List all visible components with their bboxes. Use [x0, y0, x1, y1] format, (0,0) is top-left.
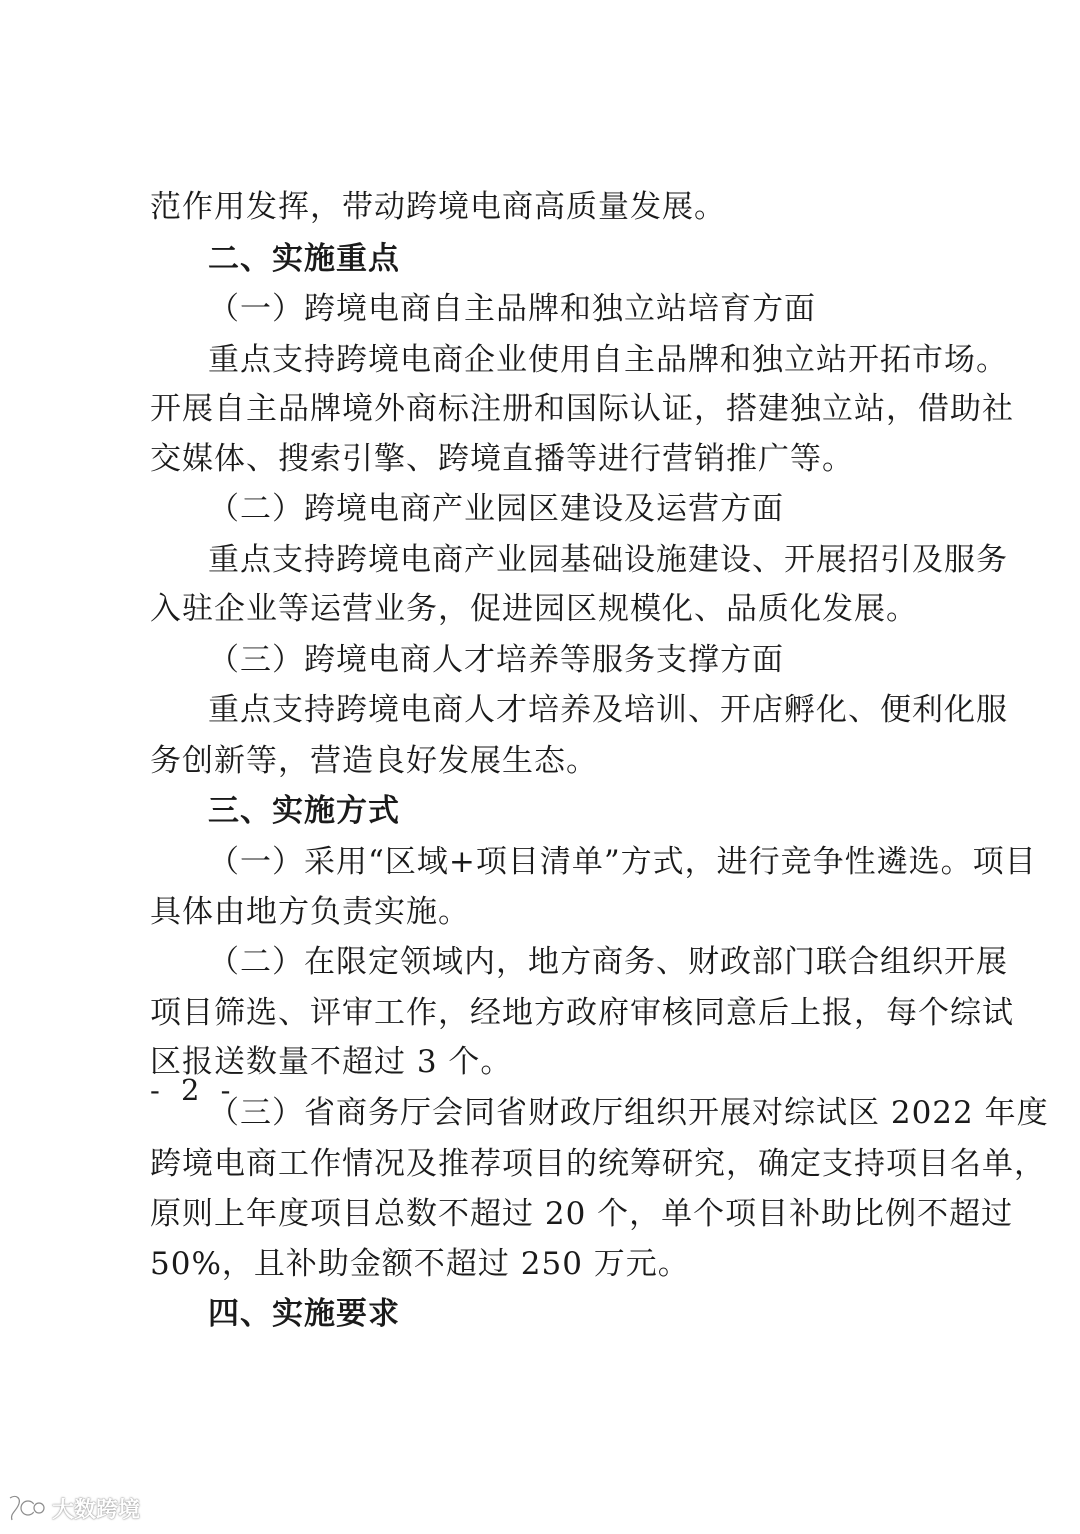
page-number: - 2 -	[150, 1073, 237, 1107]
paragraph-line: 跨境电商工作情况及推荐项目的统筹研究，确定支持项目名单，	[150, 1146, 1046, 1182]
subsection-heading: （二）跨境电商产业园区建设及运营方面	[208, 491, 784, 527]
paragraph-line: 具体由地方负责实施。	[150, 894, 470, 930]
paragraph-line: （三）省商务厅会同省财政厅组织开展对综试区 2022 年度	[208, 1095, 1049, 1131]
paragraph-line: 项目筛选、评审工作，经地方政府审核同意后上报，每个综试	[150, 995, 1014, 1031]
subsection-heading: （一）跨境电商自主品牌和独立站培育方面	[208, 291, 816, 327]
paragraph-line: 重点支持跨境电商企业使用自主品牌和独立站开拓市场。	[208, 342, 1008, 378]
paragraph-line: （二）在限定领域内，地方商务、财政部门联合组织开展	[208, 944, 1008, 980]
paragraph-line: 重点支持跨境电商人才培养及培训、开店孵化、便利化服	[208, 692, 1008, 728]
section-heading: 三、实施方式	[208, 793, 400, 829]
watermark	[6, 1490, 140, 1526]
paragraph-line: 交媒体、搜索引擎、跨境直播等进行营销推广等。	[150, 441, 854, 477]
paragraph-line: （一）采用“区域+项目清单”方式，进行竞争性遴选。项目	[208, 844, 1037, 880]
paragraph-line: 务创新等，营造良好发展生态。	[150, 743, 598, 779]
paragraph-line: 入驻企业等运营业务，促进园区规模化、品质化发展。	[150, 591, 918, 627]
watermark-text: 大数跨境	[52, 1497, 141, 1523]
paragraph-line: 开展自主品牌境外商标注册和国际认证，搭建独立站，借助社	[150, 391, 1014, 427]
subsection-heading: （三）跨境电商人才培养等服务支撑方面	[208, 642, 784, 678]
paragraph-line: 50%，且补助金额不超过 250 万元。	[150, 1246, 690, 1282]
section-heading: 四、实施要求	[208, 1296, 400, 1332]
paragraph-line: 原则上年度项目总数不超过 20 个，单个项目补助比例不超过	[150, 1196, 1014, 1232]
section-heading: 二、实施重点	[208, 241, 400, 277]
paragraph-line: 范作用发挥，带动跨境电商高质量发展。	[150, 189, 726, 225]
paragraph-line: 区报送数量不超过 3 个。	[150, 1044, 513, 1080]
brand-logo-icon	[6, 1492, 46, 1524]
paragraph-line: 重点支持跨境电商产业园基础设施建设、开展招引及服务	[208, 542, 1008, 578]
